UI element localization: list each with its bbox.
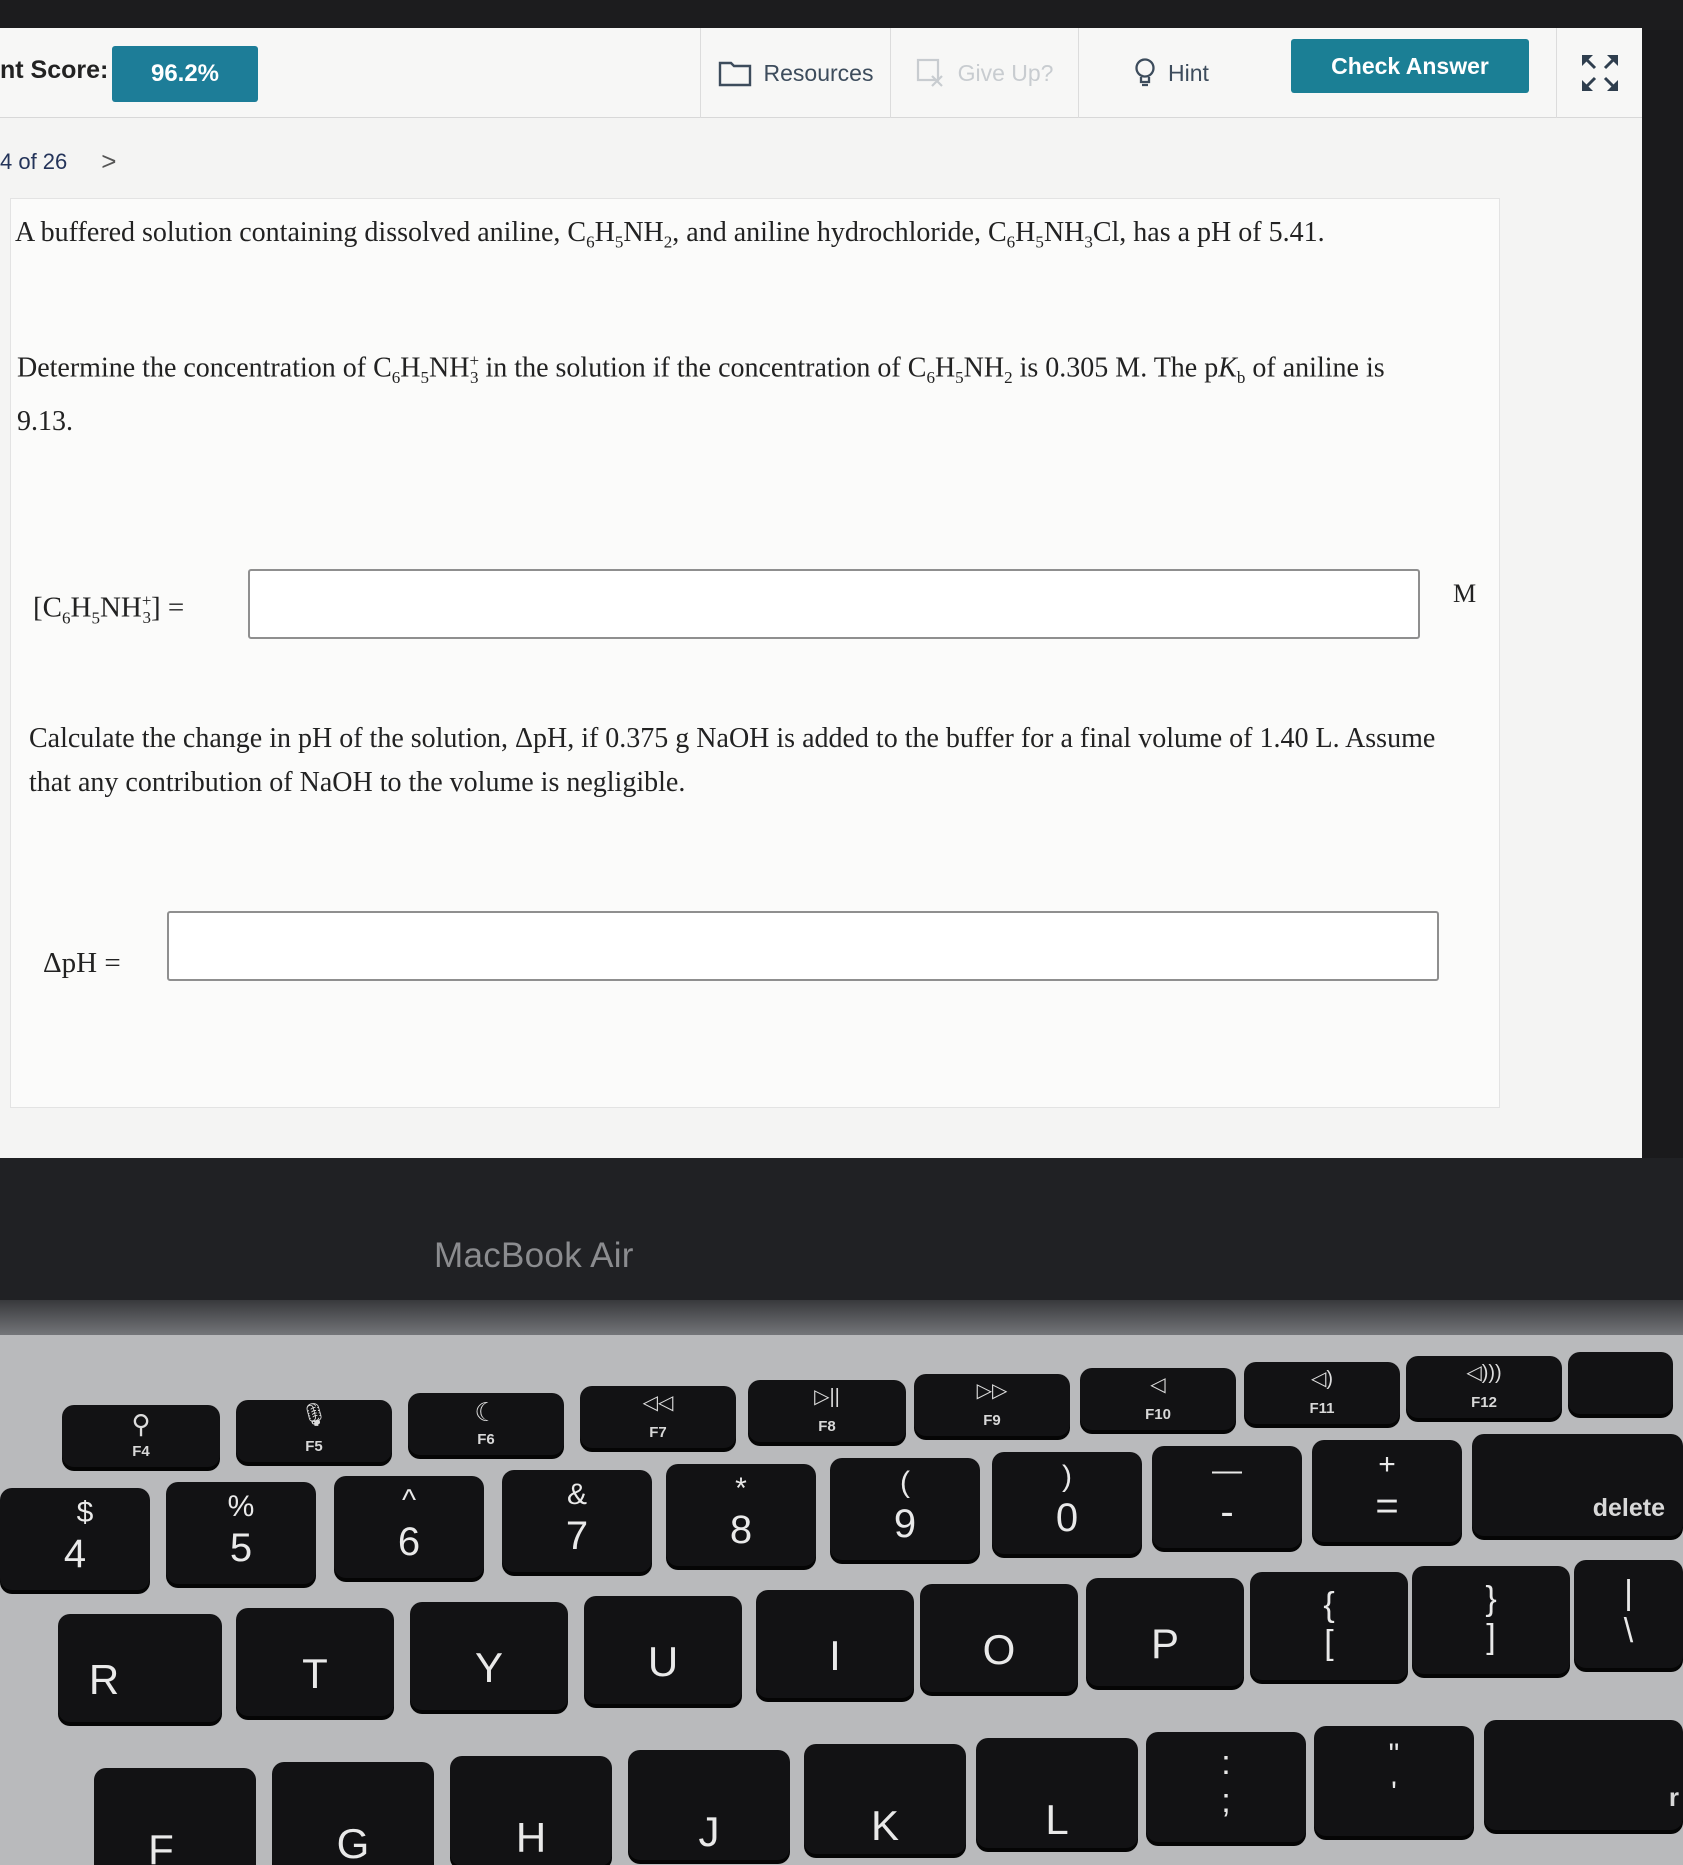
expand-icon[interactable] [1556,28,1642,118]
give-up-icon [916,58,946,88]
key-delete[interactable]: delete [1472,1434,1683,1536]
lightbulb-icon [1134,57,1156,89]
question-panel [10,198,1500,1108]
assignment-toolbar [0,28,1642,118]
key-backslash[interactable]: | \ [1574,1560,1683,1668]
key-j[interactable]: J [628,1750,790,1860]
check-answer-button[interactable]: Check Answer [1291,39,1529,93]
key-f10[interactable]: ◁ F10 [1080,1368,1236,1430]
key-p[interactable]: P [1086,1578,1244,1686]
key-o[interactable]: O [920,1584,1078,1692]
key-l[interactable]: L [976,1738,1138,1848]
search-icon: ⚲ [131,1409,151,1439]
concentration-answer-label: $[C_6H_5NH^+_3]$ = [33,591,185,628]
key-touch-id[interactable] [1568,1352,1673,1414]
concentration-unit: M [1453,579,1477,608]
question-part2-prompt: Calculate the change in pH of the solution, ΔpH, if 0.375 g NaOH is added to the buffer for a final volume of 1.40 L. Assume that any contribution of NaOH to the volume is negligible. [29,723,1436,798]
key-6[interactable]: ^ 6 [334,1476,484,1578]
resources-button[interactable] [700,28,890,118]
score-badge: 96.2% [112,46,258,102]
key-equals[interactable]: + = [1312,1440,1462,1542]
give-up-button[interactable] [890,28,1078,118]
key-f5[interactable]: 🎙 F5 [236,1400,392,1462]
screen-bottom-bezel [0,1158,1683,1318]
play-pause-icon: ▷|| [814,1386,840,1408]
key-g[interactable]: G [272,1762,434,1865]
laptop-brand-label: MacBook Air [434,1236,634,1275]
key-return[interactable]: r [1484,1720,1683,1830]
key-quote[interactable]: " ' [1314,1726,1474,1836]
key-f11[interactable]: ◁) F11 [1244,1362,1400,1424]
question-navigation [0,146,116,177]
key-semicolon[interactable]: : ; [1146,1732,1306,1842]
key-8[interactable]: * 8 [666,1464,816,1566]
question-position: 4 of 26 [0,148,68,174]
key-0[interactable]: ) 0 [992,1452,1142,1554]
key-5[interactable]: % 5 [166,1482,316,1584]
folder-icon [718,59,752,87]
key-f9[interactable]: ▷▷ F9 [914,1374,1070,1436]
key-k[interactable]: K [804,1744,966,1854]
key-u[interactable]: U [584,1596,742,1704]
key-9[interactable]: ( 9 [830,1458,980,1560]
next-question-arrow[interactable]: > [101,146,117,176]
question-intro: A buffered solution containing dissolved aniline, $C_6H_5NH_2$, and aniline hydrochloride, $C_6H_5NH_3Cl$, has a pH of 5.41. [15,217,1325,252]
key-t[interactable]: T [236,1608,394,1716]
key-f[interactable]: F [94,1768,256,1865]
key-h[interactable]: H [450,1756,612,1865]
key-right-bracket[interactable]: } ] [1412,1566,1570,1674]
key-minus[interactable]: — - [1152,1446,1302,1548]
volume-down-icon: ◁) [1310,1368,1334,1390]
concentration-answer-input[interactable] [248,569,1420,639]
key-f7[interactable]: ◁◁ F7 [580,1386,736,1448]
key-left-bracket[interactable]: { [ [1250,1572,1408,1680]
key-r[interactable]: R [58,1614,222,1722]
delta-ph-answer-label: ΔpH = [43,947,121,979]
screen-bezel-top [0,0,1683,30]
give-up-label: Give Up? [957,59,1054,86]
key-f12[interactable]: ◁))) F12 [1406,1356,1562,1418]
key-y[interactable]: Y [410,1602,568,1710]
delta-ph-answer-input[interactable] [167,911,1439,981]
key-f6[interactable]: ☾ F6 [408,1393,564,1455]
resources-label: Resources [763,59,874,86]
mute-icon: ◁ [1150,1374,1166,1396]
hint-button[interactable] [1078,28,1264,118]
browser-screen [0,28,1642,1158]
fast-forward-icon: ▷▷ [976,1380,1008,1402]
key-7[interactable]: & 7 [502,1470,652,1572]
moon-icon: ☾ [474,1397,498,1427]
key-f4[interactable]: ⚲ F4 [62,1405,220,1467]
hint-label: Hint [1168,59,1209,86]
volume-up-icon: ◁))) [1466,1362,1502,1384]
question-part1-prompt: Determine the concentration of $C_6H_5NH^+_3$ in the solution if the concentration of $C_6H_5NH_2$ is 0.305 M. The $pK_b$ of aniline is 9.13. [17,351,1385,437]
key-f8[interactable]: ▷|| F8 [748,1380,906,1442]
microphone-icon: 🎙 [300,1402,328,1427]
key-4[interactable]: $ 4 [0,1488,150,1590]
rewind-icon: ◁◁ [642,1392,674,1414]
score-label: nt Score: [0,56,109,84]
key-i[interactable]: I [756,1590,914,1698]
